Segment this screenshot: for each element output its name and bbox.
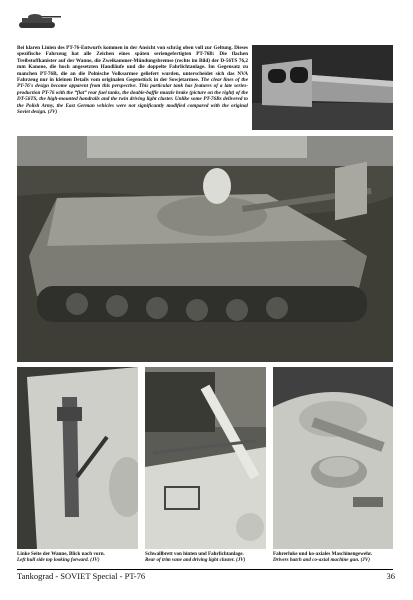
caption-english <box>17 557 141 563</box>
intro-credit: (JV) <box>47 109 58 116</box>
caption-german: Schwallbrett von hinten und Fahrlichtanlage. <box>145 551 244 557</box>
drivers-hatch-photo <box>273 367 393 549</box>
caption-english <box>145 557 271 563</box>
caption-english-text: Drivers hatch and co-axial machine gun. <box>273 557 360 564</box>
footer-divider <box>17 569 393 570</box>
tank-silhouette-icon <box>17 10 63 32</box>
page-number: 36 <box>386 571 395 581</box>
caption-english <box>273 557 395 563</box>
caption-hull-side <box>17 551 141 563</box>
intro-german-text: Bei klaren Linien des PT-76-Entwurfs kommen in der Ansicht von schräg oben voll zur Geltung. Dieses spezifische Fahrzeug hat alle Zeichen eines späten seriengefertigten PT-76B: Die flachen Treibstoffkanister auf der Wanne, die Zweikammer-Mündungsbremse (rechts im Bild) der D-56TS 76,2 mm Kanone, die hoch angesetzten Handläufe und die doppelte Fahrlichtanlage. Im Gegensatz zu manchen PT-76B, die an die Polnische Volksarmee geliefert wurden, unterscheidet sich das NVA Fahrzeug nur in kleinen Details vom originalen Gegenstück in der Sowjetarmee. <box>17 45 248 84</box>
caption-drivers-hatch <box>273 551 395 563</box>
pt76-tank-main-photo <box>17 136 393 362</box>
trim-vane-rear-photo <box>145 367 266 549</box>
caption-english-text: Left hull side top looking forward. <box>17 557 89 564</box>
muzzle-brake-photo <box>252 45 393 130</box>
caption-german: Fahrerluke und ko-axiales Maschinengewehr. <box>273 551 373 557</box>
intro-text-block <box>17 45 248 115</box>
footer-title: Tankograd - SOVIET Special - PT-76 <box>17 571 146 581</box>
caption-credit: (JV) <box>236 557 246 564</box>
caption-credit: (JV) <box>90 557 100 564</box>
hull-side-top-photo <box>17 367 138 549</box>
caption-credit: (JV) <box>360 557 370 564</box>
caption-german: Linke Seite der Wanne, Blick nach vorn. <box>17 551 105 557</box>
caption-english-text: Rear of trim vane and driving light cluster. <box>145 557 235 564</box>
intro-english-text: The clear lines of the PT-76's design become apparent from this perspective. This particular tank has features of a late series-production PT-76 with the “flat” rear fuel tanks, the double-baffle muzzle brake (picture on the right) of the DT-56TS, the high-mounted handrails and the twin driving light cluster. Unlike some PT-76Bs delivered to the Polish Army, the East German vehicles were not significantly modified compared with the original Soviet design. <box>17 77 248 116</box>
caption-trim-vane <box>145 551 271 563</box>
